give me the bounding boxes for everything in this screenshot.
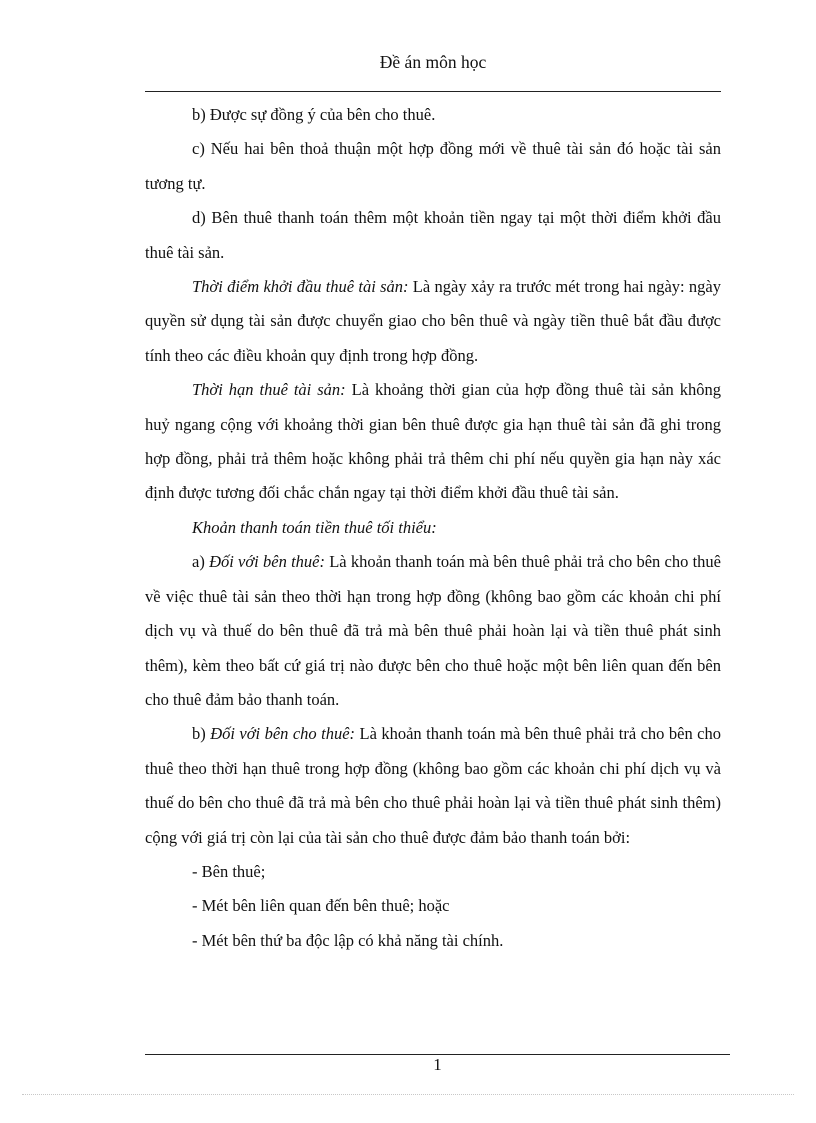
page-edge [22,1094,794,1095]
definition-text: Là khoảng thời gian của hợp đồng thuê tài sản không huỷ ngang cộng với khoảng thời gian bên thuê được gia hạn thuê tài sản đã ghi trong hợp đồng, phải trả thêm hoặc không phải trả thêm chi phí nếu quyền gia hạn này xác định được tương đối chắc chắn ngay tại thời điểm khởi đầu thuê tài sản. [145,380,722,503]
definition-term: Đối với bên cho thuê: [210,724,356,744]
definition-term: Đối với bên thuê: [209,552,325,572]
definition-text: Là ngày xảy ra trước mét trong hai ngày: ngày quyền sử dụng tài sản được chuyển giao cho bên thuê và ngày tiền thuê bắt đầu được tính theo các điều khoản quy định trong hợp đồng. [145,277,721,365]
list-marker: a) [192,552,210,572]
definition-paragraph [145,270,721,373]
list-item: - Bên thuê; [192,861,266,881]
paragraph: b) Được sự đồng ý của bên cho thuê. [192,105,436,124]
definition-paragraph [145,717,721,855]
document-body [145,98,721,958]
paragraph: c) Nếu hai bên thoả thuận một hợp đồng mới về thuê tài sản đó hoặc tài sản tương tự. [145,139,721,193]
list-item: - Mét bên liên quan đến bên thuê; hoặc [192,896,450,916]
definition-term: Thời hạn thuê tài sản: [192,380,346,400]
definition-heading [145,511,721,545]
definition-paragraph [145,373,721,511]
definition-term: Thời điểm khởi đầu thuê tài sản: [192,277,409,297]
header-divider [145,91,721,92]
list-marker: b) [192,724,211,744]
definition-text: Là khoản thanh toán mà bên thuê phải trả cho bên cho thuê theo thời hạn thuê trong hợp đồng (không bao gồm các khoản chi phí dịch vụ và thuế do bên cho thuê đã trả mà bên cho thuê phải hoàn lại và tiền thuê phát sinh thêm) cộng với giá trị còn lại của tài sản cho thuê được đảm bảo thanh toán bởi: [145,724,721,847]
definition-term: Khoản thanh toán tiền thuê tối thiểu: [192,517,437,537]
definition-paragraph [145,545,721,717]
definition-text: Là khoản thanh toán mà bên thuê phải trả cho bên cho thuê về việc thuê tài sản theo thời hạn trong hợp đồng (không bao gồm các khoản chi phí dịch vụ và thuế do bên thuê đã trả mà bên thuê phải hoàn lại và tiền thuê phát sinh thêm), kèm theo bất cứ giá trị nào được bên cho thuê hoặc một bên liên quan đến bên cho thuê đảm bảo thanh toán. [145,552,721,709]
page-header-title: Đề án môn học [379,52,487,72]
page-number: 1 [433,1055,442,1074]
list-item: - Mét bên thứ ba độc lập có khả năng tài chính. [192,930,504,950]
paragraph: d) Bên thuê thanh toán thêm một khoản tiền ngay tại một thời điểm khởi đầu thuê tài sản. [145,208,721,262]
